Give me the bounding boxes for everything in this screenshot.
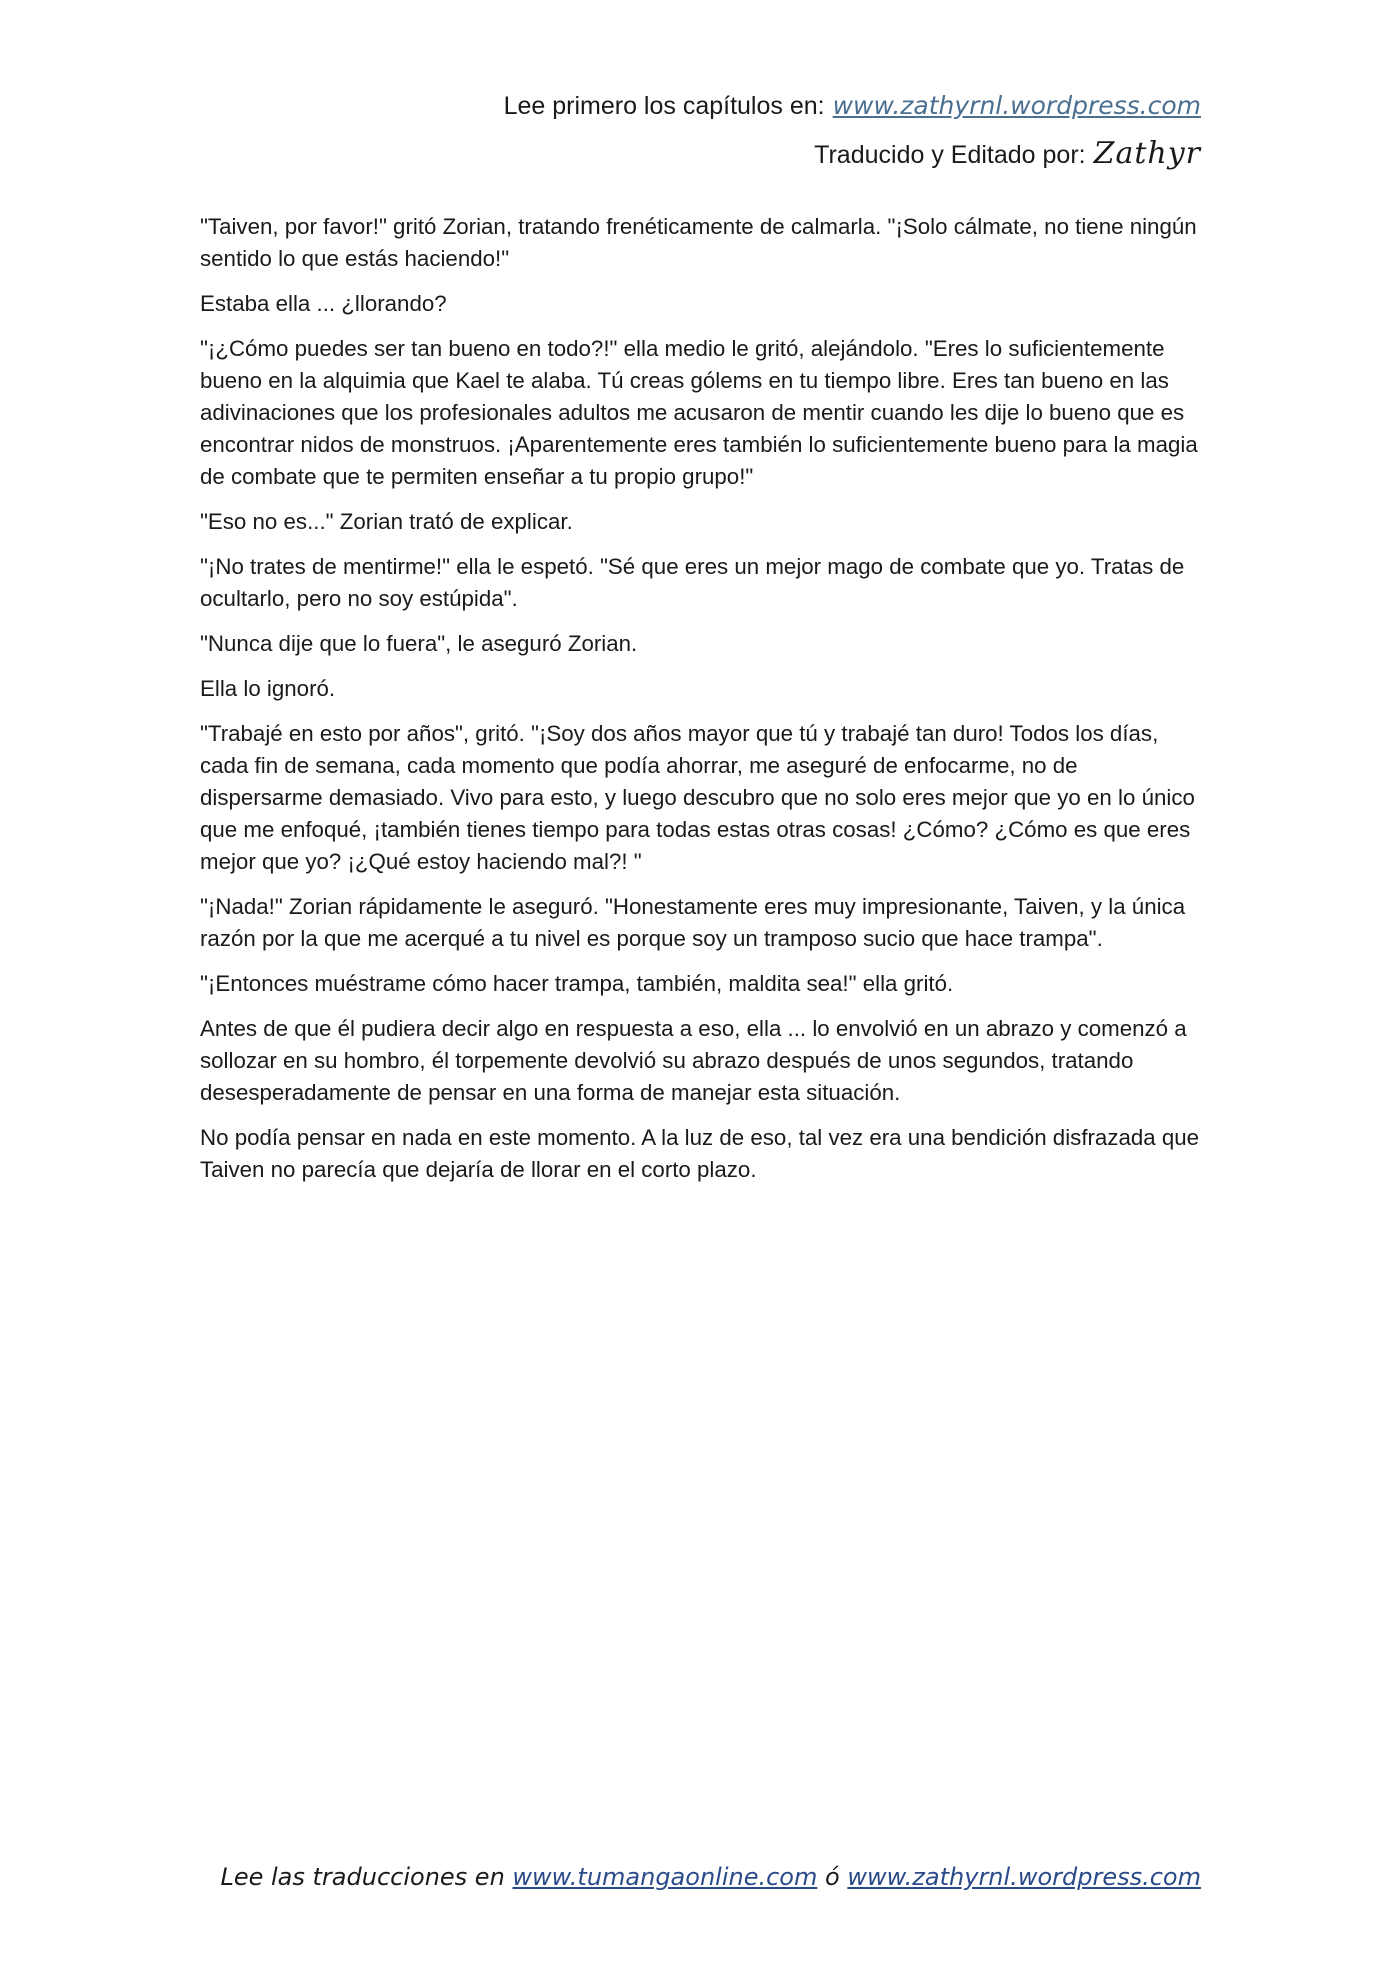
header-prefix: Lee primero los capítulos en: — [503, 92, 825, 120]
header-source-line — [504, 86, 1201, 126]
footer-prefix: Lee las traducciones en — [220, 1863, 505, 1891]
paragraph: No podía pensar en nada en este momento. A la luz de eso, tal vez era una bendición disfrazada que Taiven no parecía que dejaría de llorar en el corto plazo. — [200, 1125, 1200, 1182]
paragraph: "¡¿Cómo puedes ser tan bueno en todo?!" ella medio le gritó, alejándolo. "Eres lo suficientemente bueno en la alquimia que Kael te alaba. Tú creas gólems en tu tiempo libre. Eres tan bueno en las adivinaciones que los profesionales adultos me acusaron de mentir cuando les dije lo bueno que es encontrar nidos de monstruos. ¡Aparentemente eres también lo suficientemente bueno para la magia de combate que te permiten enseñar a tu propio grupo!" — [200, 336, 1198, 489]
header-credit: Traducido y Editado por: — [814, 141, 1086, 169]
paragraph: "Taiven, por favor!" gritó Zorian, tratando frenéticamente de calmarla. "¡Solo cálmate, no tiene ningún sentido lo que estás haciendo!" — [200, 214, 1197, 271]
page-header — [504, 86, 1201, 175]
header-credit-line — [504, 134, 1201, 175]
page-footer — [220, 1857, 1201, 1897]
paragraph: Estaba ella ... ¿llorando? — [200, 291, 447, 316]
footer-separator: ó — [825, 1863, 840, 1891]
paragraph: "¡Entonces muéstrame cómo hacer trampa, también, maldita sea!" ella gritó. — [200, 971, 954, 996]
header-url-link[interactable]: www.zathyrnl.wordpress.com — [832, 91, 1201, 120]
paragraph: Ella lo ignoró. — [200, 676, 336, 701]
paragraph: "¡No trates de mentirme!" ella le espetó. "Sé que eres un mejor mago de combate que yo. Tratas de ocultarlo, pero no soy estúpida". — [200, 554, 1185, 611]
footer-link-tumangaonline[interactable]: www.tumangaonline.com — [512, 1863, 818, 1891]
footer-link-wordpress[interactable]: www.zathyrnl.wordpress.com — [847, 1863, 1201, 1891]
paragraph: Antes de que él pudiera decir algo en respuesta a eso, ella ... lo envolvió en un abrazo y comenzó a sollozar en su hombro, él torpemente devolvió su abrazo después de unos segundos, tratando desesperadamente de pensar en una forma de manejar esta situación. — [200, 1016, 1187, 1105]
paragraph: "Nunca dije que lo fuera", le aseguró Zorian. — [200, 631, 638, 656]
chapter-text — [200, 211, 1200, 1199]
paragraph: "¡Nada!" Zorian rápidamente le aseguró. "Honestamente eres muy impresionante, Taiven, y la única razón por la que me acerqué a tu nivel es porque soy un tramposo sucio que hace trampa". — [200, 894, 1186, 951]
paragraph: "Eso no es..." Zorian trató de explicar. — [200, 509, 573, 534]
paragraph: "Trabajé en esto por años", gritó. "¡Soy dos años mayor que tú y trabajé tan duro! Todos los días, cada fin de semana, cada momento que podía ahorrar, me aseguré de enfocarme, no de dispersarme demasiado. Vivo para esto, y luego descubro que no solo eres mejor que yo en lo único que me enfoqué, ¡también tienes tiempo para todas estas otras cosas! ¿Cómo? ¿Cómo es que eres mejor que yo? ¡¿Qué estoy haciendo mal?! " — [200, 721, 1195, 874]
translator-name: Zathyr — [1093, 136, 1201, 171]
